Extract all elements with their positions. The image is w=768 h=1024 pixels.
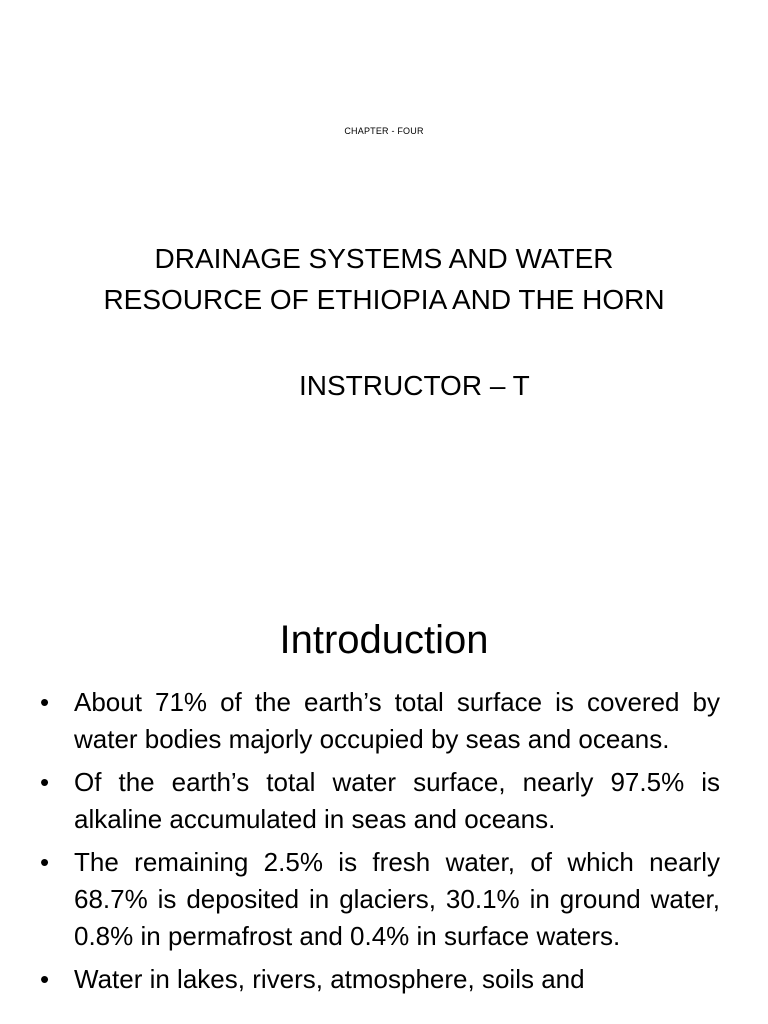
bullet-text: About 71% of the earth’s total surface is covered by water bodies majorly occupied by seas and oceans. xyxy=(74,687,720,754)
slide-title-line-1: DRAINAGE SYSTEMS AND WATER xyxy=(154,243,614,274)
bullet-item xyxy=(0,844,768,955)
bullet-text: The remaining 2.5% is fresh water, of which nearly 68.7% is deposited in glaciers, 30.1% in ground water, 0.8% in permafrost and 0.4% in surface waters. xyxy=(74,847,720,951)
bullet-text: Water in lakes, rivers, atmosphere, soils and xyxy=(74,964,585,994)
instructor-label: INSTRUCTOR – T xyxy=(299,370,530,401)
bullet-point-icon: • xyxy=(40,964,50,994)
introduction-slide xyxy=(0,580,768,1024)
bullet-text: Of the earth’s total water surface, nearly 97.5% is alkaline accumulated in seas and oceans. xyxy=(74,767,720,834)
bullet-item xyxy=(0,764,768,838)
bullet-point-icon: • xyxy=(40,847,50,877)
bullet-item xyxy=(0,961,768,998)
bullet-point-icon: • xyxy=(40,767,50,797)
bullet-item xyxy=(0,684,768,758)
slide-title-line-2: RESOURCE OF ETHIOPIA AND THE HORN xyxy=(103,284,665,315)
slide-title xyxy=(84,238,684,320)
introduction-heading: Introduction xyxy=(279,618,489,662)
bullet-list xyxy=(0,684,768,1004)
bullet-point-icon: • xyxy=(40,687,50,717)
chapter-label: CHAPTER - FOUR xyxy=(344,126,424,136)
